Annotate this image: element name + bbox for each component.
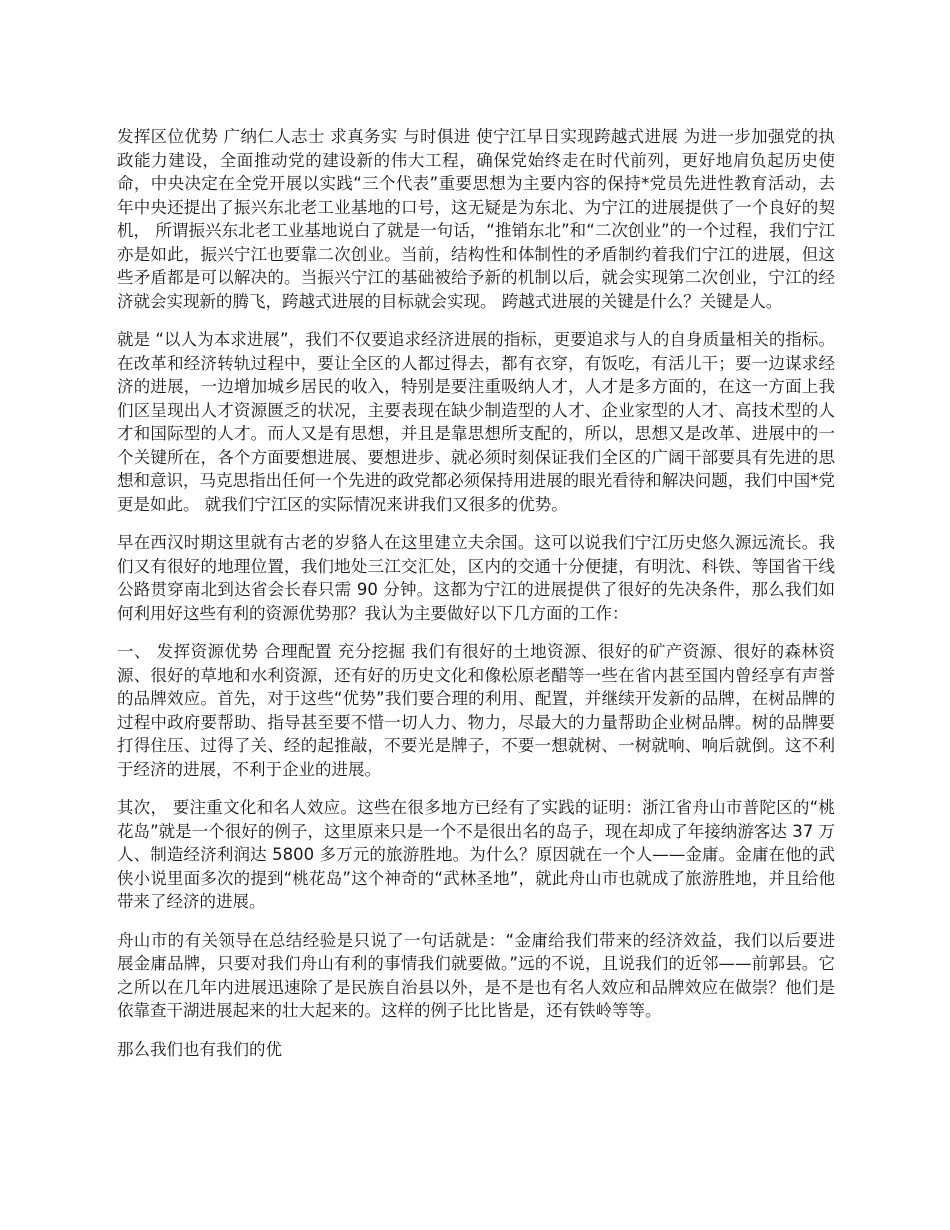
document-body <box>117 125 835 1076</box>
paragraph-1: 发挥区位优势 广纳仁人志士 求真务实 与时俱进 使宁江早日实现跨越式进展 为进一步加强党的执政能力建设，全面推动党的建设新的伟大工程，确保党始终走在时代前列，更好地肩负起历史使命，中央决定在全党开展以实践“三个代表”重要思想为主要内容的保持*党员先进性教育活动，去年中央还提出了振兴东北老工业基地的口号，这无疑是为东北、为宁江的进展提供了一个良好的契机， 所谓振兴东北老工业基地说白了就是一句话，“推销东北”和“二次创业”的一个过程，我们宁江亦是如此，振兴宁江也要靠二次创业。当前，结构性和体制性的矛盾制约着我们宁江的进展，但这些矛盾都是可以解决的。当振兴宁江的基础被给予新的机制以后，就会实现第二次创业，宁江的经济就会实现新的腾飞，跨越式进展的目标就会实现。 跨越式进展的关键是什么？关键是人。 <box>117 127 835 311</box>
paragraph-2: 就是 “以人为本求进展”，我们不仅要追求经济进展的指标，更要追求与人的自身质量相关的指标。在改革和经济转轨过程中，要让全区的人都过得去，都有衣穿，有饭吃，有活儿干；要一边谋求经济的进展，一边增加城乡居民的收入，特别是要注重吸纳人才，人才是多方面的，在这一方面上我们区呈现出人才资源匮乏的状况，主要表现在缺少制造型的人才、企业家型的人才、高技术型的人才和国际型的人才。而人又是有思想，并且是靠思想所支配的，所以，思想又是改革、进展中的一个关键所在，各个方面要想进展、要想进步、就必须时刻保证我们全区的广阔干部要具有先进的思想和意识，马克思指出任何一个先进的政党都必须保持用进展的眼光看待和解决问题，我们中国*党更是如此。 就我们宁江区的实际情况来讲我们又很多的优势。 <box>117 330 835 514</box>
paragraph-5: 其次， 要注重文化和名人效应。这些在很多地方已经有了实践的证明：浙江省舟山市普陀区的“桃花岛”就是一个很好的例子，这里原来只是一个不是很出名的岛子，现在却成了年接纳游客达 37 万人、制造经济利润达 5800 多万元的旅游胜地。为什么？原因就在一个人——金庸。金庸在他的武侠小说里面多次的提到“桃花岛”这个神奇的“武林圣地”，就此舟山市也就成了旅游胜地，并且给他带来了经济的进展。 <box>117 798 835 911</box>
paragraph-3: 早在西汉时期这里就有古老的岁貉人在这里建立夫余国。这可以说我们宁江历史悠久源远流长。我们又有很好的地理位置，我们地处三江交汇处，区内的交通十分便捷，有明沈、科铁、等国省干线公路贯穿南北到达省会长春只需 90 分钟。这都为宁江的进展提供了很好的先决条件，那么我们如何利用好这些有利的资源优势那？我认为主要做好以下几方面的工作： <box>117 533 835 623</box>
paragraph-7: 那么我们也有我们的优 <box>117 1039 282 1059</box>
paragraph-6: 舟山市的有关领导在总结经验是只说了一句话就是：“金庸给我们带来的经济效益，我们以后要进展金庸品牌，只要对我们舟山有利的事情我们就要做。”远的不说，且说我们的近邻——前郭县。它之所以在几年内进展迅速除了是民族自治县以外，是不是也有名人效应和品牌效应在做崇？他们是依靠查干湖进展起来的壮大起来的。这样的例子比比皆是，还有铁岭等等。 <box>117 930 835 1020</box>
paragraph-4: 一、 发挥资源优势 合理配置 充分挖掘 我们有很好的土地资源、很好的矿产资源、很好的森林资源、很好的草地和水利资源，还有好的历史文化和像松原老醋等一些在省内甚至国内曾经享有声誉的品牌效应。首先，对于这些“优势”我们要合理的利用、配置，并继续开发新的品牌，在树品牌的过程中政府要帮助、指导甚至要不惜一切人力、物力，尽最大的力量帮助企业树品牌。树的品牌要打得住压、过得了关、经的起推敲，不要光是牌子，不要一想就树、一树就响、响后就倒。这不利于经济的进展，不利于企业的进展。 <box>117 642 835 779</box>
